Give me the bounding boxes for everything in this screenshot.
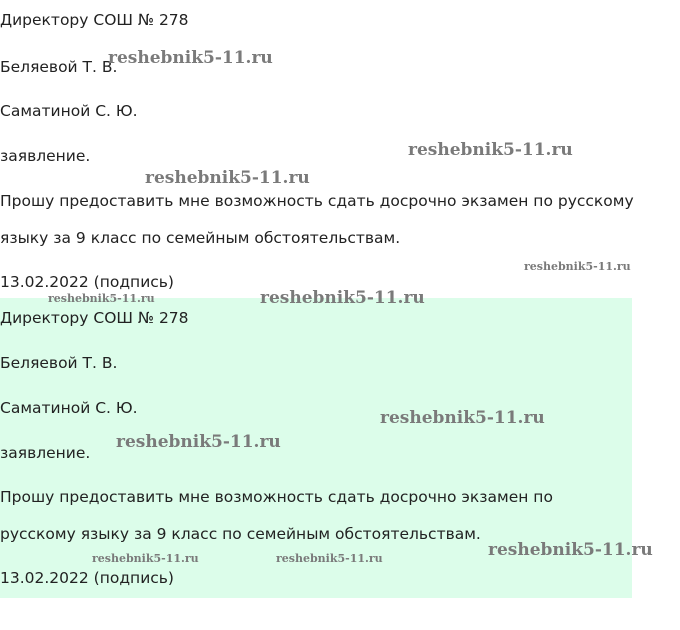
application-letter-plain: [0, 0, 680, 298]
principal-name: Беляевой Т. В.: [0, 354, 118, 372]
watermark: reshebnik5-11.ru: [48, 292, 155, 305]
watermark: reshebnik5-11.ru: [108, 48, 273, 68]
addressee: Директору СОШ № 278: [0, 11, 189, 29]
body-line-1: Прошу предоставить мне возможность сдать досрочно экзамен по: [0, 488, 553, 506]
watermark: reshebnik5-11.ru: [145, 168, 310, 188]
body-line-2: языку за 9 класс по семейным обстоятельствам.: [0, 229, 401, 247]
principal-name: Беляевой Т. В.: [0, 58, 118, 76]
watermark: reshebnik5-11.ru: [260, 288, 425, 308]
addressee: Директору СОШ № 278: [0, 309, 189, 327]
watermark: reshebnik5-11.ru: [408, 140, 573, 160]
document-type: заявление.: [0, 147, 91, 165]
document-type: заявление.: [0, 444, 91, 462]
watermark: reshebnik5-11.ru: [380, 408, 545, 428]
watermark: reshebnik5-11.ru: [524, 260, 631, 273]
date-signature: 13.02.2022 (подпись): [0, 273, 174, 291]
watermark: reshebnik5-11.ru: [92, 552, 199, 565]
watermark: reshebnik5-11.ru: [276, 552, 383, 565]
body-line-1: Прошу предоставить мне возможность сдать досрочно экзамен по русскому: [0, 192, 634, 210]
watermark: reshebnik5-11.ru: [116, 432, 281, 452]
sender-name: Саматиной С. Ю.: [0, 399, 138, 417]
body-line-2: русскому языку за 9 класс по семейным обстоятельствам.: [0, 525, 481, 543]
date-signature: 13.02.2022 (подпись): [0, 569, 174, 587]
watermark: reshebnik5-11.ru: [488, 540, 653, 560]
sender-name: Саматиной С. Ю.: [0, 102, 138, 120]
